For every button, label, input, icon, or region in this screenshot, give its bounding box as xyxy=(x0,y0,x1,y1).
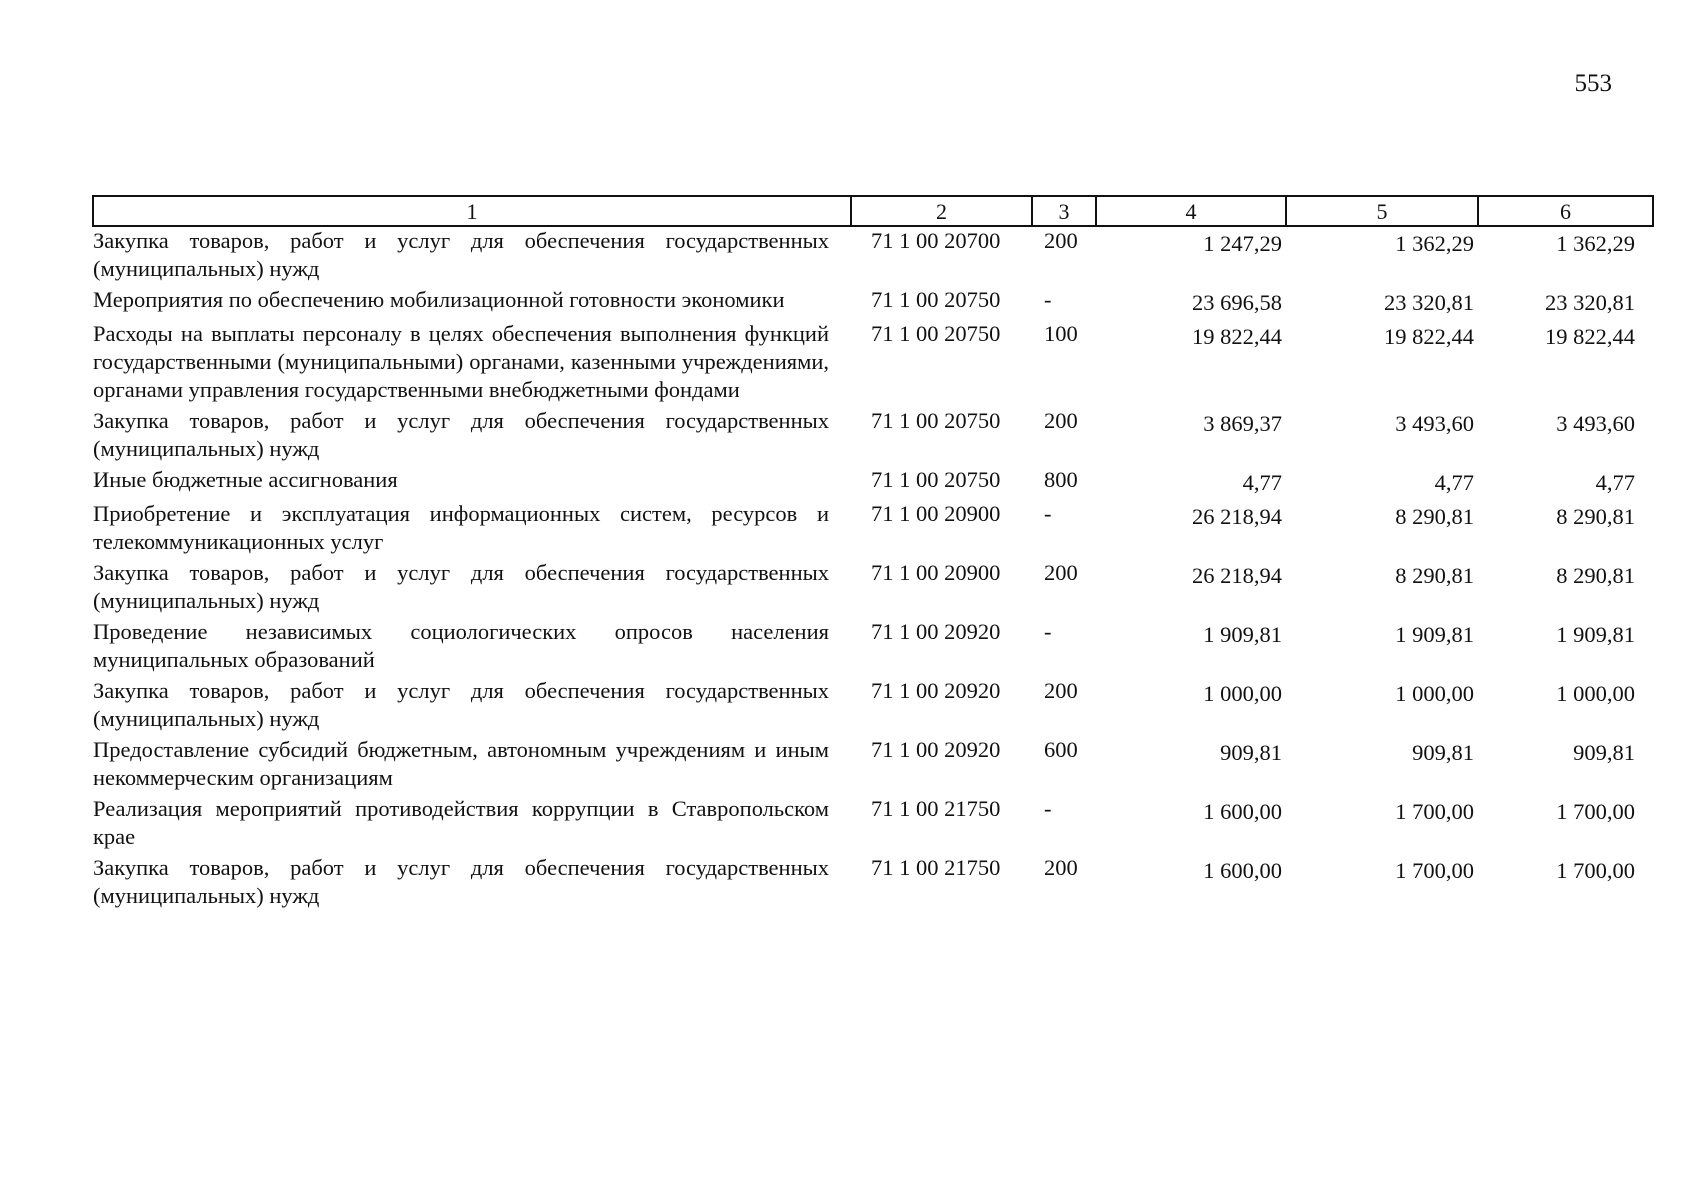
target-article-code: 71 1 00 20750 xyxy=(871,287,1001,312)
amount-col-6: 909,81 xyxy=(1573,740,1635,765)
table-row xyxy=(93,795,1653,854)
header-col-5: 5 xyxy=(1286,196,1478,226)
expense-type-code: - xyxy=(1044,796,1052,821)
expense-type-code: 200 xyxy=(1044,228,1078,253)
amount-col-5: 19 822,44 xyxy=(1384,324,1474,349)
amount-col-5: 1 700,00 xyxy=(1395,799,1474,824)
expense-name: Предоставление субсидий бюджетным, автономным учреждениям и иным некоммерческим организациям xyxy=(93,737,829,790)
expense-type-code: 200 xyxy=(1044,855,1078,880)
amount-col-4: 1 247,29 xyxy=(1203,231,1282,256)
amount-col-5: 1 000,00 xyxy=(1395,681,1474,706)
expense-type-code: 200 xyxy=(1044,408,1078,433)
table-row xyxy=(93,618,1653,677)
target-article-code: 71 1 00 20920 xyxy=(871,737,1001,762)
table-row xyxy=(93,286,1653,320)
amount-col-4: 1 000,00 xyxy=(1203,681,1282,706)
expense-type-code: 800 xyxy=(1044,467,1078,492)
header-col-1: 1 xyxy=(93,196,851,226)
expense-name: Расходы на выплаты персоналу в целях обеспечения выполнения функций государственными (муниципальными) органами, казенными учреждениями, органами управления государственными внебюджетными фондами xyxy=(93,321,829,402)
target-article-code: 71 1 00 20900 xyxy=(871,501,1001,526)
amount-col-5: 8 290,81 xyxy=(1395,504,1474,529)
amount-col-4: 26 218,94 xyxy=(1192,563,1282,588)
amount-col-6: 3 493,60 xyxy=(1556,411,1635,436)
amount-col-6: 1 700,00 xyxy=(1556,858,1635,883)
amount-col-5: 1 700,00 xyxy=(1395,858,1474,883)
amount-col-6: 1 362,29 xyxy=(1556,231,1635,256)
amount-col-6: 4,77 xyxy=(1595,470,1635,495)
amount-col-6: 23 320,81 xyxy=(1545,290,1635,315)
amount-col-4: 909,81 xyxy=(1220,740,1282,765)
amount-col-6: 19 822,44 xyxy=(1545,324,1635,349)
table-row xyxy=(93,407,1653,466)
amount-col-5: 1 909,81 xyxy=(1395,622,1474,647)
expense-type-code: - xyxy=(1044,619,1052,644)
target-article-code: 71 1 00 20700 xyxy=(871,228,1001,253)
expense-type-code: 600 xyxy=(1044,737,1078,762)
amount-col-5: 1 362,29 xyxy=(1395,231,1474,256)
page-number: 553 xyxy=(1574,70,1612,97)
target-article-code: 71 1 00 20920 xyxy=(871,619,1001,644)
table-body xyxy=(93,226,1653,913)
target-article-code: 71 1 00 21750 xyxy=(871,796,1001,821)
target-article-code: 71 1 00 20750 xyxy=(871,467,1001,492)
table-row xyxy=(93,677,1653,736)
expense-name: Проведение независимых социологических опросов населения муниципальных образований xyxy=(93,619,829,672)
budget-table-container xyxy=(92,195,1652,913)
amount-col-4: 4,77 xyxy=(1242,470,1282,495)
expense-name: Закупка товаров, работ и услуг для обеспечения государственных (муниципальных) нужд xyxy=(93,228,829,281)
amount-col-4: 3 869,37 xyxy=(1203,411,1282,436)
expense-name: Закупка товаров, работ и услуг для обеспечения государственных (муниципальных) нужд xyxy=(93,408,829,461)
expense-type-code: - xyxy=(1044,501,1052,526)
target-article-code: 71 1 00 20920 xyxy=(871,678,1001,703)
expense-name: Мероприятия по обеспечению мобилизационной готовности экономики xyxy=(93,287,785,312)
amount-col-5: 909,81 xyxy=(1412,740,1474,765)
expense-type-code: 100 xyxy=(1044,321,1078,346)
target-article-code: 71 1 00 21750 xyxy=(871,855,1001,880)
table-row xyxy=(93,500,1653,559)
amount-col-4: 1 600,00 xyxy=(1203,799,1282,824)
amount-col-6: 1 000,00 xyxy=(1556,681,1635,706)
header-row xyxy=(93,196,1653,226)
amount-col-6: 8 290,81 xyxy=(1556,504,1635,529)
amount-col-4: 23 696,58 xyxy=(1192,290,1282,315)
table-row xyxy=(93,320,1653,407)
target-article-code: 71 1 00 20750 xyxy=(871,321,1001,346)
amount-col-4: 19 822,44 xyxy=(1192,324,1282,349)
amount-col-6: 1 700,00 xyxy=(1556,799,1635,824)
table-row xyxy=(93,736,1653,795)
target-article-code: 71 1 00 20750 xyxy=(871,408,1001,433)
amount-col-4: 1 909,81 xyxy=(1203,622,1282,647)
table-header xyxy=(93,196,1653,226)
expense-type-code: 200 xyxy=(1044,678,1078,703)
target-article-code: 71 1 00 20900 xyxy=(871,560,1001,585)
amount-col-5: 23 320,81 xyxy=(1384,290,1474,315)
table-row xyxy=(93,559,1653,618)
expense-name: Иные бюджетные ассигнования xyxy=(93,467,398,492)
expense-name: Закупка товаров, работ и услуг для обеспечения государственных (муниципальных) нужд xyxy=(93,855,829,908)
budget-table xyxy=(92,195,1654,913)
expense-name: Закупка товаров, работ и услуг для обеспечения государственных (муниципальных) нужд xyxy=(93,678,829,731)
amount-col-5: 8 290,81 xyxy=(1395,563,1474,588)
amount-col-6: 1 909,81 xyxy=(1556,622,1635,647)
expense-type-code: 200 xyxy=(1044,560,1078,585)
amount-col-6: 8 290,81 xyxy=(1556,563,1635,588)
table-row xyxy=(93,466,1653,500)
amount-col-4: 1 600,00 xyxy=(1203,858,1282,883)
amount-col-5: 3 493,60 xyxy=(1395,411,1474,436)
table-row xyxy=(93,226,1653,286)
header-col-6: 6 xyxy=(1478,196,1653,226)
expense-name: Приобретение и эксплуатация информационных систем, ресурсов и телекоммуникационных услуг xyxy=(93,501,829,554)
header-col-4: 4 xyxy=(1096,196,1286,226)
expense-name: Закупка товаров, работ и услуг для обеспечения государственных (муниципальных) нужд xyxy=(93,560,829,613)
header-col-3: 3 xyxy=(1032,196,1096,226)
expense-name: Реализация мероприятий противодействия коррупции в Ставропольском крае xyxy=(93,796,829,849)
expense-type-code: - xyxy=(1044,287,1052,312)
header-col-2: 2 xyxy=(851,196,1032,226)
table-row xyxy=(93,854,1653,913)
amount-col-5: 4,77 xyxy=(1434,470,1474,495)
amount-col-4: 26 218,94 xyxy=(1192,504,1282,529)
